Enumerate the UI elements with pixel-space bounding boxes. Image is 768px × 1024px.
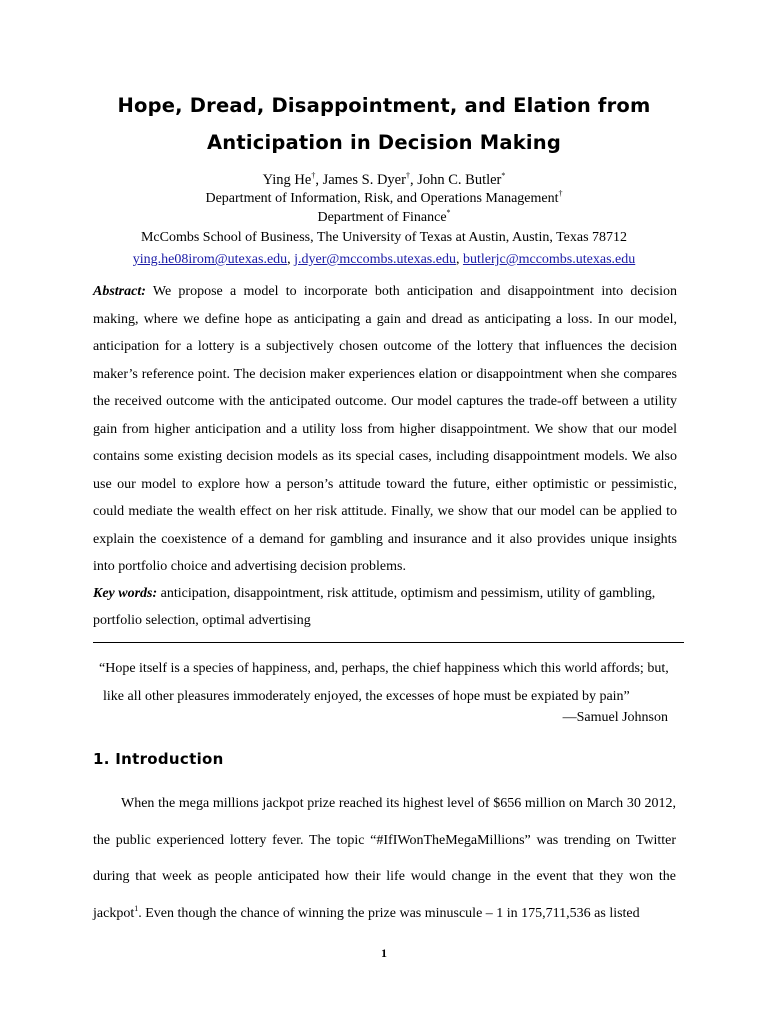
author-separator: , <box>315 172 323 188</box>
affiliation-text: Department of Information, Risk, and Operations Management <box>205 191 559 206</box>
email-link[interactable]: butlerjc@mccombs.utexas.edu <box>462 252 636 267</box>
affiliation-mark: † <box>311 171 316 180</box>
author-name: James S. Dyer <box>322 172 406 188</box>
author-separator: , <box>409 172 418 188</box>
affiliation-mark: † <box>405 171 410 180</box>
affiliation-mark: * <box>501 171 506 180</box>
affiliation-school: McCombs School of Business, The University of Texas at Austin, Austin, Texas 78712 <box>140 230 628 245</box>
affiliation-department-finance <box>0 209 768 227</box>
author-name: John C. Butler <box>417 172 502 188</box>
epigraph-line: “Hope itself is a species of happiness, and, perhaps, the chief happiness which this world affords; but, <box>99 661 669 676</box>
author-list <box>0 171 768 189</box>
keywords-paragraph <box>93 580 677 634</box>
page-number: 1 <box>381 946 387 960</box>
email-list <box>0 251 768 269</box>
abstract-text: We propose a model to incorporate both anticipation and disappointment into decision making, where we define hope as anticipating a gain and dread as anticipating a loss. In our model, anticipation for a lottery is a subjectively chosen outcome of the lottery that influences the decision maker’s reference point. The decision maker experiences elation or disappointment when she compares the received outcome with the anticipated outcome. Our model captures the trade-off between a utility gain from higher anticipation and a utility loss from higher disappointment. We show that our model contains some existing decision models as its special cases, including disappointment models. We also use our model to explore how a person’s attitude toward the future, either optimistic or pessimistic, could mediate the wealth effect on her risk attitude. Finally, we show that our model can be applied to explain the coexistence of a demand for gambling and insurance and it also provides unique insights into portfolio choice and advertising decision problems. <box>93 284 677 574</box>
affiliation-text: Department of Finance <box>317 210 447 225</box>
email-link[interactable]: j.dyer@mccombs.utexas.edu <box>294 252 456 267</box>
epigraph-quote <box>93 655 683 711</box>
keywords-label: Key words: <box>93 586 158 601</box>
keywords-text: anticipation, disappointment, risk attitude, optimism and pessimism, utility of gambling, portfolio selection, optimal advertising <box>93 586 656 628</box>
affiliation-mark: * <box>446 208 451 217</box>
paper-title-line-1: Hope, Dread, Disappointment, and Elation from <box>117 94 651 117</box>
body-text: . Even though the chance of winning the prize was minuscule – 1 in 175,711,536 as listed <box>138 905 640 921</box>
introduction-paragraph <box>93 786 676 932</box>
section-heading-introduction: 1. Introduction <box>93 750 224 768</box>
author-name: Ying He <box>262 172 312 188</box>
affiliation-mark: † <box>558 189 563 198</box>
paper-title-line-2: Anticipation in Decision Making <box>206 131 562 154</box>
email-separator: , <box>287 252 295 267</box>
affiliation-department-irom <box>0 190 768 208</box>
section-divider <box>93 642 684 643</box>
epigraph-line: like all other pleasures immoderately enjoyed, the excesses of hope must be expiated by pain” <box>103 689 630 704</box>
email-separator: , <box>455 252 463 267</box>
abstract-label: Abstract: <box>93 284 146 299</box>
abstract-paragraph <box>93 278 677 581</box>
epigraph-attribution: —Samuel Johnson <box>562 710 668 725</box>
body-text: When the mega millions jackpot prize reached its highest level of $656 million on March 30 2012, the public experienced lottery fever. The topic “#IfIWonTheMegaMillions” was trending on Twitter during that week as people anticipated how their life would change in the event that they won the jackpot <box>93 796 676 921</box>
email-link[interactable]: ying.he08irom@utexas.edu <box>132 252 288 267</box>
footnote-mark[interactable]: 1 <box>134 903 139 913</box>
